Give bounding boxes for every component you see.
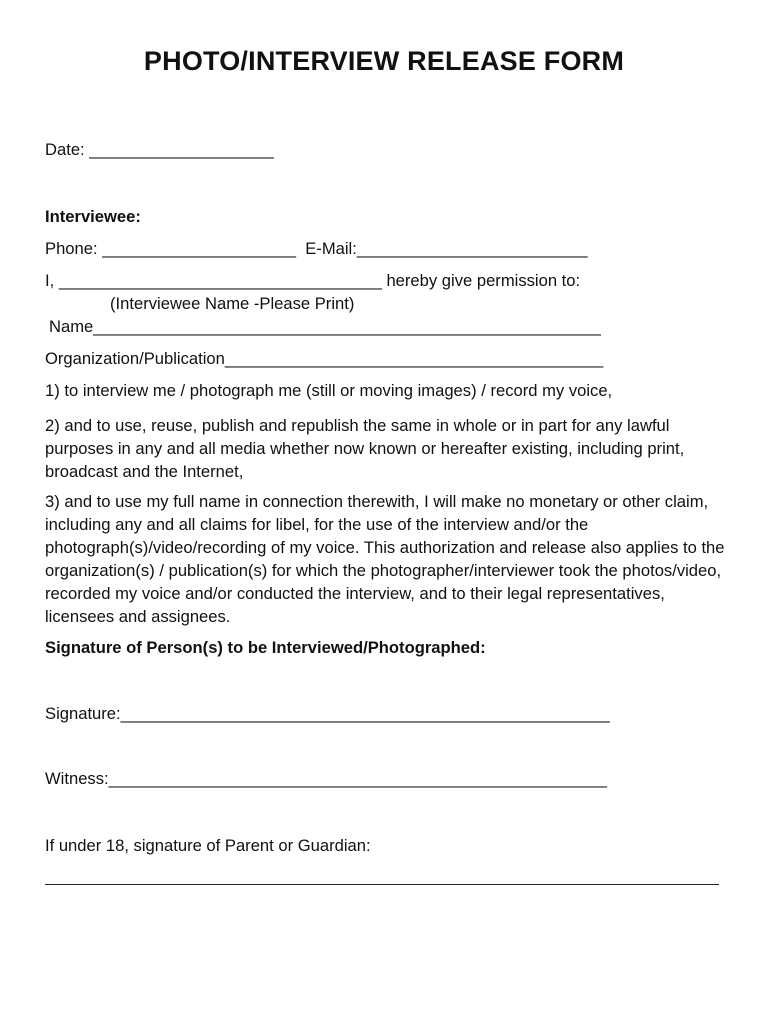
date-field[interactable]: Date: ____________________: [45, 140, 274, 159]
clause-1: 1) to interview me / photograph me (still or moving images) / record my voice,: [45, 381, 613, 400]
interviewee-name-field[interactable]: I, ___________________________________ hereby give permission to:: [45, 271, 581, 290]
clause-3: 3) and to use my full name in connection therewith, I will make no monetary or other claim, including any and all claims for libel, for the use of the interview and/or the photograph(s)/video/recording of my voice. This authorization and release also applies to the organization(s) / publication(s) for which the photographer/interviewer took the photos/video, recorded my voice and/or conducted the interview, and to their legal representatives, licensees and assignees.: [45, 492, 725, 626]
signature-heading: Signature of Person(s) to be Interviewed/Photographed:: [45, 638, 486, 657]
form-title: PHOTO/INTERVIEW RELEASE FORM: [143, 46, 625, 76]
interviewee-heading: Interviewee:: [45, 207, 141, 226]
organization-field[interactable]: Organization/Publication_________________________________________: [45, 349, 604, 368]
witness-field[interactable]: Witness:______________________________________________________: [45, 769, 607, 788]
phone-email-field[interactable]: Phone: _____________________ E-Mail:_________________________: [45, 239, 588, 258]
guardian-label: If under 18, signature of Parent or Guardian:: [45, 836, 371, 855]
signature-field[interactable]: Signature:_____________________________________________________: [45, 704, 610, 723]
guardian-signature-field[interactable]: [45, 884, 719, 885]
clause-2: 2) and to use, reuse, publish and republish the same in whole or in part for any lawful purposes in any and all media whether now known or hereafter existing, including print, broadcast and the Internet,: [45, 416, 685, 481]
name-field[interactable]: Name_______________________________________________________: [49, 317, 601, 336]
interviewee-name-hint: (Interviewee Name -Please Print): [110, 294, 355, 313]
